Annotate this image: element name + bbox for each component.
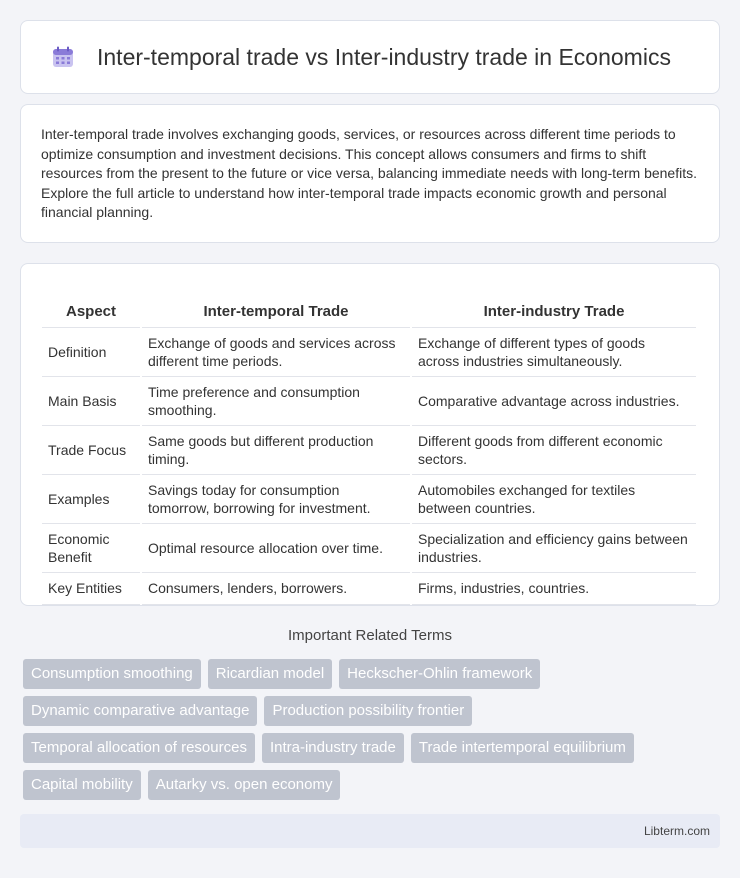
row-inter-temporal: Exchange of goods and services across different time periods. [142,328,410,377]
row-aspect: Economic Benefit [42,524,140,573]
tag-autarky-vs-open-economy[interactable]: Autarky vs. open economy [148,770,341,800]
comparison-table [40,284,698,605]
row-inter-industry: Automobiles exchanged for textiles between countries. [412,475,696,524]
intro-text: Inter-temporal trade involves exchanging goods, services, or resources across different time periods to optimize consumption and investment decisions. This concept allows consumers and firms to shift resources from the present to the future or vice versa, balancing immediate needs with long-term benefits. Explore the full article to understand how inter-temporal trade impacts economic growth and personal financial planning. [41,126,697,221]
comparison-table-card [20,263,720,606]
header-inter-temporal: Inter-temporal Trade [142,284,410,328]
related-terms-title: Important Related Terms [288,627,452,644]
table-row [42,377,696,426]
row-inter-temporal: Time preference and consumption smoothing. [142,377,410,426]
footer-site-link[interactable]: Libterm.com [643,824,710,838]
page-title: Inter-temporal trade vs Inter-industry trade in Economics [97,43,671,70]
tag-production-possibility-frontier[interactable]: Production possibility frontier [264,696,472,726]
tag-ricardian-model[interactable]: Ricardian model [208,659,332,689]
row-inter-temporal: Same goods but different production timing. [142,426,410,475]
table-row [42,573,696,605]
row-aspect: Examples [42,475,140,524]
header-inter-industry: Inter-industry Trade [412,284,696,328]
tag-intra-industry-trade[interactable]: Intra-industry trade [262,733,404,763]
row-inter-industry: Comparative advantage across industries. [412,377,696,426]
table-row [42,524,696,573]
row-aspect: Trade Focus [42,426,140,475]
row-inter-industry: Exchange of different types of goods across industries simultaneously. [412,328,696,377]
row-inter-temporal: Consumers, lenders, borrowers. [142,573,410,605]
tag-trade-intertemporal-equilibrium[interactable]: Trade intertemporal equilibrium [411,733,634,763]
tag-capital-mobility[interactable]: Capital mobility [23,770,141,800]
header-card [20,20,720,94]
tag-temporal-allocation[interactable]: Temporal allocation of resources [23,733,255,763]
intro-card [20,104,720,243]
calendar-icon [51,45,75,69]
tag-dynamic-comparative-advantage[interactable]: Dynamic comparative advantage [23,696,257,726]
tag-consumption-smoothing[interactable]: Consumption smoothing [23,659,201,689]
header-aspect: Aspect [42,284,140,328]
row-inter-industry: Different goods from different economic sectors. [412,426,696,475]
table-row [42,328,696,377]
table-row [42,426,696,475]
row-aspect: Definition [42,328,140,377]
related-terms-list [23,659,703,807]
table-header-row [42,284,696,328]
row-inter-temporal: Optimal resource allocation over time. [142,524,410,573]
footer [20,814,720,848]
row-aspect: Main Basis [42,377,140,426]
tag-heckscher-ohlin[interactable]: Heckscher-Ohlin framework [339,659,540,689]
table-row [42,475,696,524]
row-inter-industry: Firms, industries, countries. [412,573,696,605]
row-aspect: Key Entities [42,573,140,605]
row-inter-industry: Specialization and efficiency gains between industries. [412,524,696,573]
row-inter-temporal: Savings today for consumption tomorrow, borrowing for investment. [142,475,410,524]
